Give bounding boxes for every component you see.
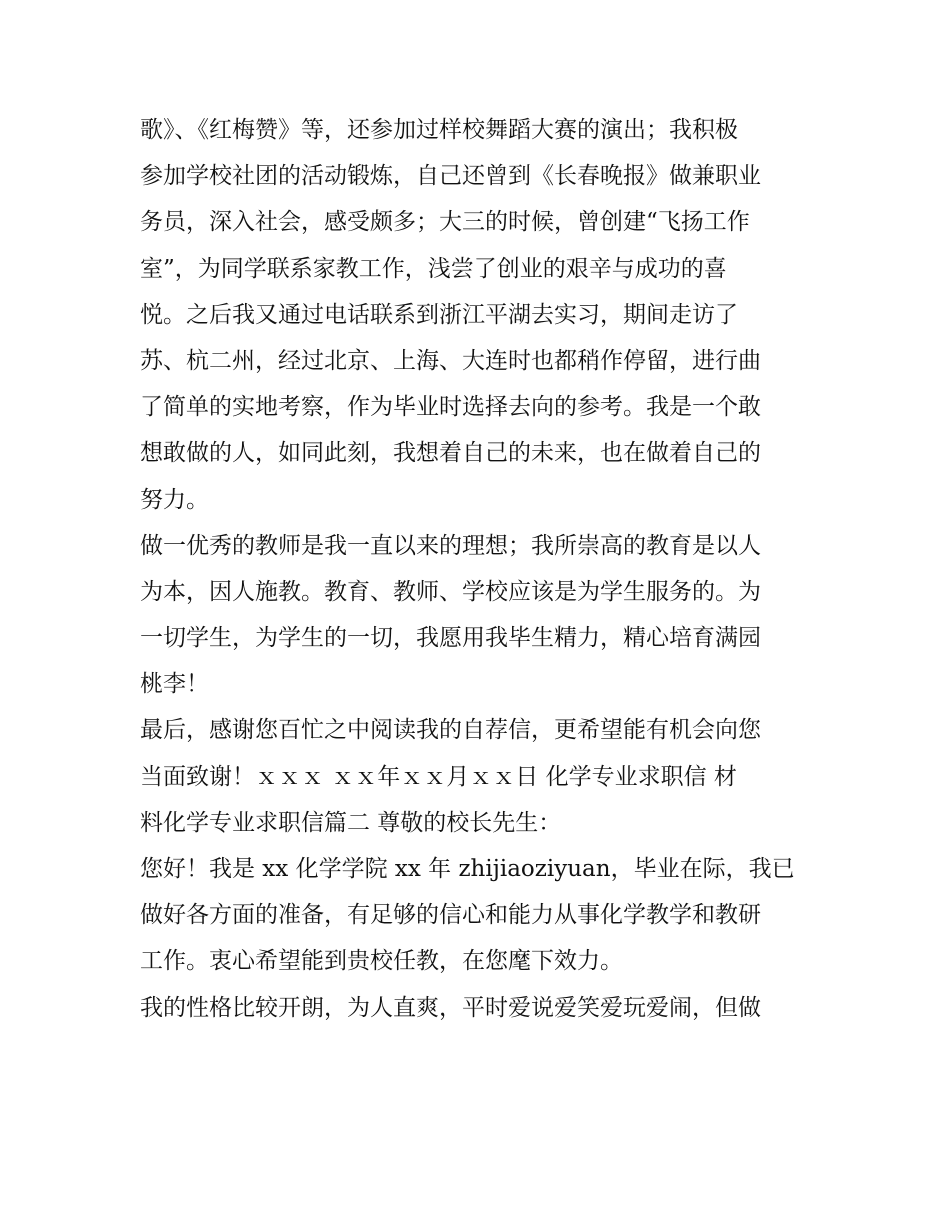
text-line: 务员，深入社会，感受颇多；大三的时候，曾创建“飞扬工作 bbox=[140, 209, 750, 236]
text-line: 我的性格比较开朗，为人直爽，平时爱说爱笑爱玩爱闹，但做 bbox=[140, 994, 761, 1021]
text-line: 悦。之后我又通过电话联系到浙江平湖去实习，期间走访了 bbox=[140, 301, 738, 328]
text-line: 了简单的实地考察，作为毕业时选择去向的参考。我是一个敢 bbox=[140, 394, 761, 421]
text-line: 您好！我是 xx 化学学院 xx 年 zhijiaoziyuan，毕业在际，我已 bbox=[140, 856, 795, 882]
text-line: 当面致谢！ｘｘｘ ｘｘ年ｘｘ月ｘｘ日 化学专业求职信 材 bbox=[140, 763, 737, 790]
text-line: 做好各方面的准备，有足够的信心和能力从事化学教学和教研 bbox=[140, 902, 761, 929]
text-line: 想敢做的人，如同此刻，我想着自己的未来，也在做着自己的 bbox=[140, 440, 761, 467]
text-line: 最后，感谢您百忙之中阅读我的自荐信，更希望能有机会向您 bbox=[140, 717, 761, 744]
text-line: 苏、杭二州，经过北京、上海、大连时也都稍作停留，进行曲 bbox=[140, 347, 761, 374]
text-line: 歌》、《红梅赞》等，还参加过样校舞蹈大赛的演出；我积极 bbox=[140, 117, 738, 143]
text-line: 努力。 bbox=[140, 486, 209, 513]
text-line: 做一优秀的教师是我一直以来的理想；我所崇高的教育是以人 bbox=[140, 532, 761, 559]
text-line: 工作。衷心希望能到贵校任教，在您麾下效力。 bbox=[140, 948, 623, 975]
text-line: 为本，因人施教。教育、教师、学校应该是为学生服务的。为 bbox=[140, 578, 761, 605]
text-line: 桃李！ bbox=[140, 671, 209, 698]
text-line: 一切学生，为学生的一切，我愿用我毕生精力，精心培育满园 bbox=[140, 625, 761, 652]
text-line: 室”，为同学联系家教工作，浅尝了创业的艰辛与成功的喜 bbox=[140, 255, 727, 282]
text-line: 料化学专业求职信篇二 尊敬的校长先生： bbox=[140, 809, 562, 836]
text-line: 参加学校社团的活动锻炼，自己还曾到《长春晚报》做兼职业 bbox=[140, 163, 761, 190]
body-text bbox=[140, 107, 820, 1031]
